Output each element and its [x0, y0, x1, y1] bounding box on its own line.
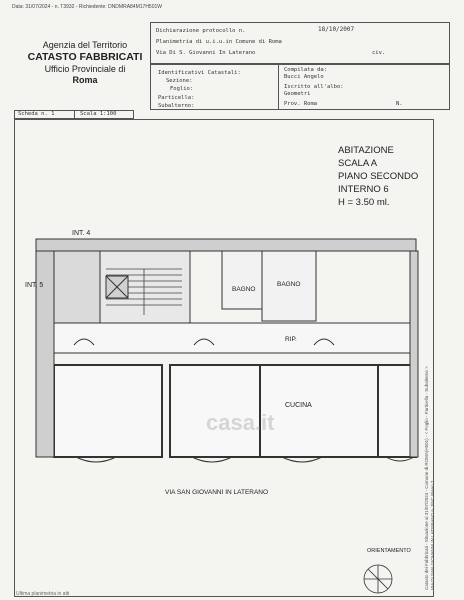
- street-label: VIA SAN GIOVANNI IN LATERANO: [165, 489, 269, 496]
- compass-icon: [364, 565, 392, 593]
- cucina-label: CUCINA: [285, 402, 312, 409]
- sidebar-line-1: Catasto dei Fabbricati - Situazione al 31/07/2024 - Comune di ROMA(H501) - < Foglio - Particella - Subalterno >: [424, 366, 429, 590]
- compilata-label: Compilata da:: [284, 67, 328, 73]
- iscritto-label: Iscritto all'albo:: [284, 84, 344, 90]
- civ-label: civ.: [372, 50, 386, 56]
- orientamento-label: ORIENTAMENTO: [367, 548, 411, 554]
- bottom-note: Ultima planimetria in atti: [16, 591, 70, 597]
- bagno-2-label: BAGNO: [277, 281, 301, 288]
- n-label: N.: [396, 101, 403, 107]
- header-divider: [278, 64, 279, 110]
- plan-info-2: SCALA A: [338, 158, 378, 169]
- watermark: casa.it: [206, 410, 275, 435]
- agency-block: [10, 40, 160, 85]
- scala-label: Scala 1:100: [80, 111, 117, 117]
- room-left: [54, 365, 162, 457]
- plan-info-5: H = 3.50 ml.: [338, 197, 390, 208]
- bagno-1: [222, 251, 262, 309]
- foglio-label: Foglio:: [170, 86, 194, 92]
- ufficio-label: Ufficio Provinciale di: [44, 64, 126, 74]
- dichiarazione-label: Dichiarazione protocollo n.: [156, 28, 246, 34]
- albo-value: Geometri: [284, 91, 311, 97]
- request-line: Data: 31/07/2024 - n. T3932 - Richiedente: DNDMRA84M17H501W: [12, 4, 162, 10]
- particella-label: Particella:: [158, 95, 195, 101]
- rip-label: RIP.: [285, 336, 297, 343]
- address-label: Via Di S. Giovanni In Laterano: [156, 50, 256, 56]
- prov-label: Prov. Roma: [284, 101, 318, 107]
- plan-info-4: INTERNO 6: [338, 184, 389, 195]
- sezione-label: Sezione:: [166, 78, 193, 84]
- plan-info-3: PIANO SECONDO: [338, 171, 419, 182]
- corridor: [54, 323, 414, 353]
- scheda-label: Scheda n. 1: [18, 111, 55, 117]
- planimetria-label: Planimetria di u.i.u.in Comune di Roma: [156, 39, 282, 45]
- bagno-1-label: BAGNO: [232, 286, 256, 293]
- subalterno-label: Subalterno:: [158, 103, 195, 109]
- plan-outer-wall: [36, 239, 416, 251]
- catasto-title: CATASTO FABBRICATI: [27, 51, 143, 63]
- identificativi-label: Identificativi Catastali:: [158, 70, 241, 76]
- compilatore-name: Bucci Angelo: [284, 74, 324, 80]
- dichiarazione-date: 18/10/2007: [318, 26, 355, 33]
- ufficio-city: Roma: [72, 75, 98, 85]
- int4-label: INT. 4: [72, 230, 91, 237]
- sidebar-line-2: VIA DI SAN GIOVANNI IN LATERANO n. SNC Piano 2: [430, 480, 435, 590]
- sidebar-note: [424, 250, 460, 590]
- cucina-room: [260, 365, 378, 457]
- plan-info-1: ABITAZIONE: [338, 145, 394, 156]
- scheda-divider: [74, 110, 75, 119]
- int5-label: INT. 5: [25, 282, 44, 289]
- agency-name: Agenzia del Territorio: [42, 40, 128, 50]
